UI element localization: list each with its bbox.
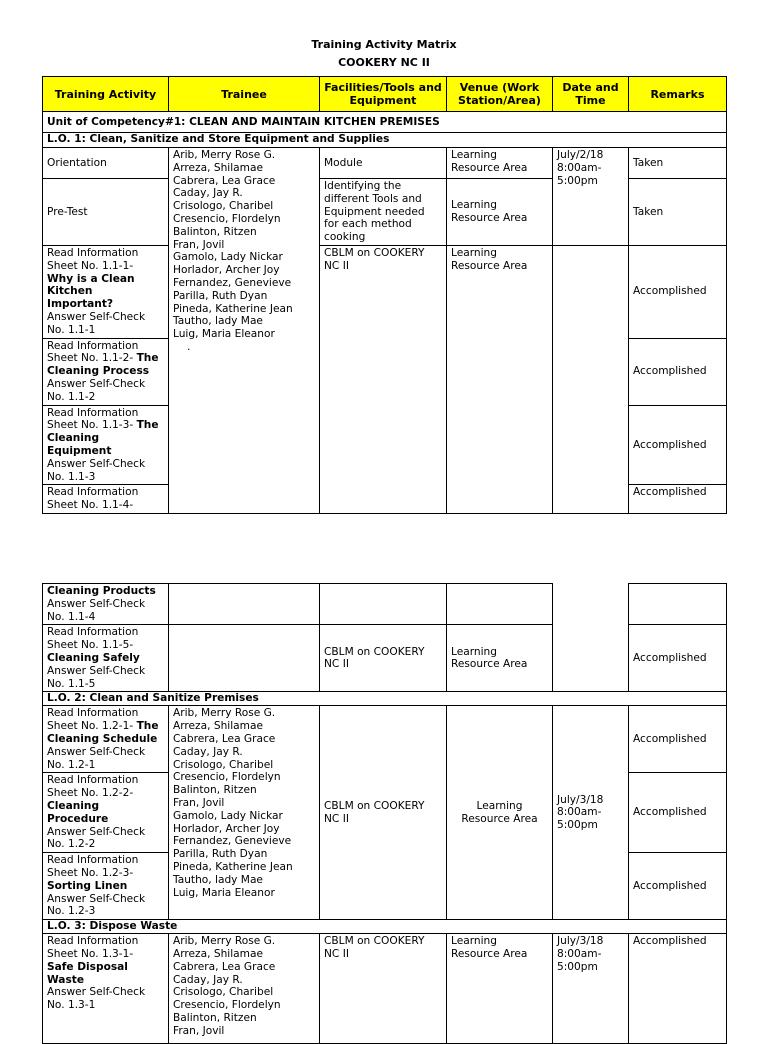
lo2-heading: L.O. 2: Clean and Sanitize Premises <box>43 692 727 706</box>
activity-cell <box>43 853 169 920</box>
text-line: Equipment <box>47 444 112 457</box>
trainee-list <box>169 706 320 920</box>
text-line: CBLM on COOKERY <box>324 246 425 259</box>
text-line: Learning <box>451 199 497 212</box>
activity-cell <box>43 934 169 1044</box>
text-line: Arib, Merry Rose G. <box>173 935 276 948</box>
text-line: Answer Self-Check <box>47 825 146 838</box>
text-line: The <box>136 419 159 432</box>
text-line: Procedure <box>47 812 109 825</box>
header-remarks: Remarks <box>629 77 727 112</box>
text-line: Cleaning Safely <box>47 651 140 664</box>
text-line: Resource Area <box>451 211 528 224</box>
text-line: Tautho, lady Mae <box>173 315 263 328</box>
text-line: Resource Area <box>451 947 528 960</box>
text-line: 8:00am- <box>557 947 602 960</box>
facility-cell <box>320 706 447 920</box>
date-cell <box>553 706 629 920</box>
table-row <box>43 148 727 179</box>
facility-cell <box>320 934 447 1044</box>
activity-cell <box>43 245 169 338</box>
text-line: Read Information <box>47 707 139 720</box>
text-line: NC II <box>324 812 349 825</box>
text-line: Cabrera, Lea Grace <box>173 174 276 187</box>
remarks-cell-empty <box>629 584 727 625</box>
text-line: Cabrera, Lea Grace <box>173 732 276 745</box>
text-line: Answer Self-Check <box>47 892 146 905</box>
text-line: Luig, Maria Eleanor <box>173 886 275 899</box>
header-row <box>43 77 727 112</box>
text-line: Answer Self-Check <box>47 597 146 610</box>
text-line: Read Information <box>47 406 139 419</box>
remarks-cell: Accomplished <box>629 706 727 773</box>
facility-cell <box>320 625 447 692</box>
text-line: Gamolo, Lady Nickar <box>173 251 283 264</box>
venue-cell <box>447 245 553 513</box>
facility-cell: Module <box>320 148 447 179</box>
activity-cell <box>43 706 169 773</box>
venue-cell <box>447 179 553 246</box>
text-line: Sheet No. 1.1-2- <box>47 352 137 365</box>
venue-cell <box>447 148 553 179</box>
table-row <box>43 934 727 1044</box>
text-line: Safe Disposal <box>47 960 128 973</box>
venue-cell <box>447 706 553 920</box>
header-facilities: Facilities/Tools and Equipment <box>320 77 447 112</box>
text-line: 5:00pm <box>557 960 598 973</box>
text-line: Arreza, Shilamae <box>173 161 263 174</box>
text-line: CBLM on COOKERY <box>324 935 425 948</box>
document-title: Training Activity Matrix <box>311 38 457 51</box>
trainee-list <box>169 148 320 514</box>
document-subtitle: COOKERY NC II <box>338 56 430 69</box>
text-line: Learning <box>451 149 497 161</box>
date-cell-empty <box>553 245 629 513</box>
activity-cell <box>43 485 169 514</box>
text-line: Fran, Jovil <box>173 1024 225 1037</box>
lo1-heading: L.O. 1: Clean, Sanitize and Store Equipment and Supplies <box>43 133 727 148</box>
date-cell <box>553 934 629 1044</box>
remarks-cell: Taken <box>629 179 727 246</box>
header-trainee: Trainee <box>169 77 320 112</box>
remarks-cell: Accomplished <box>629 405 727 485</box>
text-line: Read Information <box>47 339 139 352</box>
remarks-cell: Taken <box>629 148 727 179</box>
date-cell-empty <box>553 584 629 692</box>
text-line: Crisologo, Charibel <box>173 758 274 771</box>
text-line: Cleaning Schedule <box>47 732 158 745</box>
text-line: No. 1.1-3 <box>47 470 96 483</box>
text-line: 5:00pm <box>557 819 598 832</box>
text-line: Cleaning Products <box>47 585 156 597</box>
text-line: Parilla, Ruth Dyan <box>173 289 268 302</box>
text-line: Tautho, lady Mae <box>173 873 263 886</box>
text-line: Answer Self-Check <box>47 664 146 677</box>
text-line: Read Information <box>47 935 139 948</box>
text-line: 8:00am- <box>557 161 602 174</box>
table-row <box>43 245 727 338</box>
activity-cell <box>43 773 169 853</box>
table-row <box>43 584 727 625</box>
text-line: Answer Self-Check <box>47 745 146 758</box>
text-line: Answer Self-Check <box>47 310 146 323</box>
text-line: Cabrera, Lea Grace <box>173 960 276 973</box>
text-line: No. 1.1-4 <box>47 610 96 623</box>
text-line: 8:00am- <box>557 806 602 819</box>
text-line: Fernandez, Genevieve <box>173 835 292 848</box>
text-line: Resource Area <box>451 658 528 671</box>
text-line: Read Information <box>47 626 139 639</box>
text-line: No. 1.1-2 <box>47 390 96 403</box>
text-line: No. 1.3-1 <box>47 999 96 1012</box>
text-line: Parilla, Ruth Dyan <box>173 848 268 861</box>
text-line: Pineda, Katherine Jean <box>173 860 293 873</box>
text-line: Sheet No. 1.2-2- <box>47 787 134 800</box>
venue-cell-empty <box>447 584 553 625</box>
text-line: Caday, Jay R. <box>173 745 243 758</box>
text-line: Cresencio, Flordelyn <box>173 999 281 1012</box>
text-line: Learning <box>451 935 497 948</box>
text-line: Why is a Clean <box>47 272 135 285</box>
text-line: Learning <box>476 799 523 812</box>
text-line: Waste <box>47 973 85 986</box>
remarks-cell: Accomplished <box>629 245 727 338</box>
remarks-cell: Accomplished <box>629 338 727 405</box>
text-line: Fran, Jovil <box>173 796 225 809</box>
text-line: Sheet No. 1.3-1- <box>47 947 134 960</box>
venue-cell <box>447 934 553 1044</box>
text-line: NC II <box>324 658 349 671</box>
lo3-heading: L.O. 3: Dispose Waste <box>43 920 727 934</box>
text-line: Read Information <box>47 486 139 499</box>
text-line: Resource Area <box>451 259 528 272</box>
text-line: Cresencio, Flordelyn <box>173 212 281 225</box>
text-line: Fran, Jovil <box>173 238 225 251</box>
text-line: Sorting Linen <box>47 879 128 892</box>
text-line: CBLM on COOKERY <box>324 645 425 658</box>
text-line: Caday, Jay R. <box>173 187 243 200</box>
text-line: Kitchen <box>47 285 93 298</box>
text-line: Luig, Maria Eleanor <box>173 328 275 341</box>
text-line: Balinton, Ritzen <box>173 784 257 797</box>
training-matrix-table-1 <box>42 76 727 514</box>
activity-cell <box>43 625 169 692</box>
facility-cell <box>320 179 447 246</box>
text-line: Equipment needed <box>324 205 425 218</box>
text-line: Pineda, Katherine Jean <box>173 302 293 315</box>
text-line: Caday, Jay R. <box>173 973 243 986</box>
text-line: Learning <box>451 246 497 259</box>
text-line: for each method <box>324 218 412 231</box>
unit-of-competency: Unit of Competency#1: CLEAN AND MAINTAIN KITCHEN PREMISES <box>43 112 727 133</box>
text-line: Sheet No. 1.1-5- <box>47 639 134 652</box>
trainee-cell-empty <box>169 625 320 692</box>
activity-cell <box>43 584 169 625</box>
text-line: Cleaning <box>47 799 100 812</box>
remarks-cell: Accomplished <box>629 773 727 853</box>
remarks-cell: Accomplished <box>629 625 727 692</box>
text-line: The <box>136 720 159 733</box>
text-line: No. 1.2-3 <box>47 905 96 918</box>
text-line: No. 1.1-1 <box>47 323 96 336</box>
text-line: NC II <box>324 259 349 272</box>
remarks-cell: Accomplished <box>629 934 727 1044</box>
text-line: NC II <box>324 947 349 960</box>
text-line: Resource Area <box>461 812 538 825</box>
text-line: July/3/18 <box>557 935 604 948</box>
text-line: Answer Self-Check <box>47 457 146 470</box>
text-line: Read Information <box>47 246 139 259</box>
trainee-list <box>169 934 320 1044</box>
text-line: No. 1.2-1 <box>47 758 96 771</box>
activity-cell <box>43 405 169 485</box>
text-line: Sheet No. 1.1-1- <box>47 259 134 272</box>
text-line: Gamolo, Lady Nickar <box>173 809 283 822</box>
text-line: different Tools and <box>324 192 422 205</box>
text-line: Balinton, Ritzen <box>173 1011 257 1024</box>
text-line: Read Information <box>47 774 139 787</box>
text-line: Crisologo, Charibel <box>173 200 274 213</box>
training-matrix-table-2 <box>42 583 727 1044</box>
text-line: Sheet No. 1.1-4- <box>47 499 134 512</box>
text-line: Sheet No. 1.2-1- <box>47 720 137 733</box>
facility-cell <box>320 245 447 513</box>
text-line: 5:00pm <box>557 174 598 187</box>
text-line: Answer Self-Check <box>47 377 146 390</box>
text-line: Fernandez, Genevieve <box>173 276 292 289</box>
activity-cell <box>43 338 169 405</box>
text-line: Sheet No. 1.1-3- <box>47 419 137 432</box>
header-venue: Venue (Work Station/Area) <box>447 77 553 112</box>
text-line: Resource Area <box>451 161 528 174</box>
activity-cell: Pre-Test <box>43 179 169 246</box>
remarks-cell: Accomplished <box>629 853 727 920</box>
text-line: No. 1.2-2 <box>47 838 96 851</box>
facility-cell-empty <box>320 584 447 625</box>
text-line: July/2/18 <box>557 149 604 161</box>
text-line: Answer Self-Check <box>47 986 146 999</box>
remarks-cell: Accomplished <box>629 485 727 514</box>
text-line: Cresencio, Flordelyn <box>173 771 281 784</box>
text-line: Identifying the <box>324 180 402 192</box>
text-line: Horlador, Archer Joy <box>173 264 280 277</box>
text-line: Balinton, Ritzen <box>173 225 257 238</box>
text-line: CBLM on COOKERY <box>324 799 425 812</box>
text-line: Cleaning <box>47 432 100 445</box>
text-line: Arib, Merry Rose G. <box>173 707 276 720</box>
text-line: . <box>187 340 191 353</box>
table-row <box>43 706 727 773</box>
text-line: Arreza, Shilamae <box>173 947 263 960</box>
date-cell <box>553 148 629 246</box>
text-line: Learning <box>451 645 497 658</box>
venue-cell <box>447 625 553 692</box>
text-line: Arib, Merry Rose G. <box>173 149 276 161</box>
text-line: Sheet No. 1.2-3- <box>47 866 134 879</box>
text-line: July/3/18 <box>557 793 604 806</box>
header-activity: Training Activity <box>43 77 169 112</box>
text-line: cooking <box>324 231 366 244</box>
activity-cell: Orientation <box>43 148 169 179</box>
trainee-cell-empty <box>169 584 320 625</box>
text-line: The <box>136 352 159 365</box>
text-line: Cleaning Process <box>47 365 150 378</box>
header-date: Date and Time <box>553 77 629 112</box>
text-line: Read Information <box>47 854 139 867</box>
text-line: Important? <box>47 298 114 311</box>
text-line: Crisologo, Charibel <box>173 986 274 999</box>
text-line: Horlador, Archer Joy <box>173 822 280 835</box>
text-line: No. 1.1-5 <box>47 677 96 690</box>
text-line: Arreza, Shilamae <box>173 720 263 733</box>
